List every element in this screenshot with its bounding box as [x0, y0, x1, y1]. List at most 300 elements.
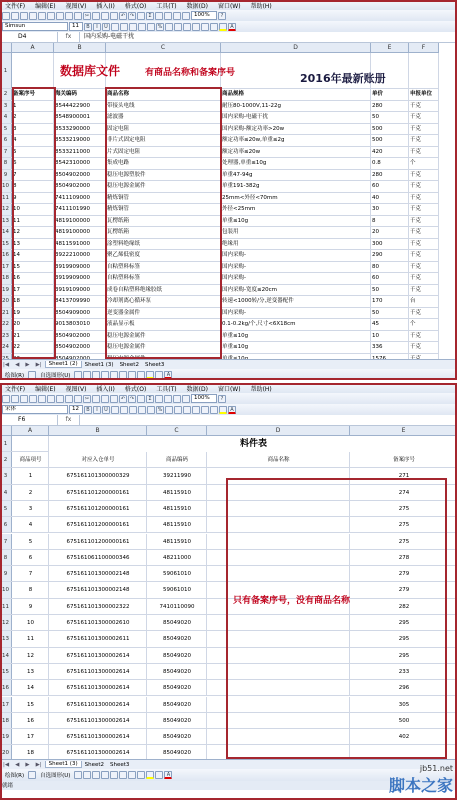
cell[interactable]: 85049020 [147, 697, 207, 712]
cell[interactable]: 千克 [409, 262, 439, 273]
cell[interactable]: 国内采购-宽度≤20cm [221, 285, 371, 296]
clipart-icon[interactable] [128, 771, 136, 779]
cell[interactable] [207, 534, 350, 549]
row-header[interactable]: 22 [0, 319, 12, 330]
cell[interactable]: 千克 [409, 273, 439, 284]
fill-color-icon[interactable] [219, 406, 227, 414]
permission-icon[interactable] [29, 12, 37, 20]
cell[interactable]: 千克 [409, 331, 439, 342]
cell[interactable]: 备案序号 [12, 89, 54, 100]
cell[interactable]: 6 [12, 550, 49, 565]
cell[interactable]: 对应入仓单号 [49, 452, 147, 467]
textbox-icon[interactable] [110, 771, 118, 779]
name-box[interactable]: F6 [0, 415, 58, 425]
column-header[interactable]: D [207, 426, 350, 435]
new-icon[interactable] [2, 395, 10, 403]
cell[interactable]: 集成电路 [106, 158, 221, 169]
cell[interactable]: 商品项号 [12, 452, 49, 467]
fill-color-icon[interactable] [146, 371, 154, 379]
cell[interactable]: 675161101300002614 [49, 745, 147, 760]
cell[interactable]: 500 [371, 124, 409, 135]
cell[interactable] [409, 53, 439, 88]
cell[interactable]: 1 [12, 468, 49, 483]
cell[interactable]: 17 [12, 285, 54, 296]
cell[interactable]: 50 [371, 112, 409, 123]
format-painter-icon[interactable] [110, 12, 118, 20]
oval-icon[interactable] [101, 371, 109, 379]
cell[interactable]: 50 [371, 308, 409, 319]
menu-item[interactable]: 视图(V) [65, 2, 87, 10]
cell[interactable]: 国内采购- [221, 250, 371, 261]
cell[interactable]: 20 [12, 319, 54, 330]
cell[interactable]: 逆变器金属件 [106, 308, 221, 319]
spelling-icon[interactable] [65, 395, 73, 403]
cell[interactable] [207, 501, 350, 516]
cell[interactable]: 675161101200000161 [49, 517, 147, 532]
row-header[interactable]: 7 [0, 534, 12, 549]
cell[interactable]: 4 [12, 517, 49, 532]
email-icon[interactable] [38, 12, 46, 20]
row-header[interactable]: 6 [0, 135, 12, 146]
cell[interactable]: 675161101300002614 [49, 680, 147, 695]
tab-scroll-icon[interactable]: ▶ [25, 361, 30, 368]
row-header[interactable]: 21 [0, 308, 12, 319]
cell[interactable]: 千克 [409, 285, 439, 296]
hyperlink-icon[interactable] [137, 395, 145, 403]
cell[interactable] [207, 566, 350, 581]
cell[interactable]: 12 [12, 227, 54, 238]
row-header[interactable]: 14 [0, 227, 12, 238]
select-all-corner[interactable] [0, 43, 12, 52]
select-objects-icon[interactable] [28, 771, 36, 779]
print-preview-icon[interactable] [56, 12, 64, 20]
cell[interactable]: 国内采购- [221, 262, 371, 273]
cell[interactable]: 8504902000 [54, 170, 106, 181]
cell[interactable]: 3919909000 [54, 273, 106, 284]
row-header[interactable]: 3 [0, 101, 12, 112]
cell[interactable]: 675161101300002148 [49, 582, 147, 597]
chart-wizard-icon[interactable] [173, 12, 181, 20]
cell[interactable]: 85049020 [147, 729, 207, 744]
cell[interactable]: 278 [350, 550, 457, 565]
cell[interactable]: 9 [12, 193, 54, 204]
menu-item[interactable]: 插入(I) [96, 385, 115, 393]
row-header[interactable]: 23 [0, 331, 12, 342]
cell[interactable]: 675161101300002148 [49, 566, 147, 581]
cell[interactable]: 国内采购-电磁干扰 [221, 112, 371, 123]
cell[interactable] [207, 550, 350, 565]
cell[interactable]: 3922210000 [54, 250, 106, 261]
column-header[interactable]: A [12, 43, 54, 52]
cell[interactable] [207, 713, 350, 728]
cell[interactable]: 15 [12, 697, 49, 712]
cell[interactable] [207, 468, 350, 483]
cell[interactable]: 300 [371, 239, 409, 250]
cell[interactable]: 675161101200000161 [49, 485, 147, 500]
new-icon[interactable] [2, 12, 10, 20]
decrease-decimal-icon[interactable] [183, 406, 191, 414]
menu-item[interactable]: 数据(D) [186, 385, 208, 393]
cell[interactable]: 台 [409, 296, 439, 307]
row-header[interactable]: 1 [0, 436, 12, 451]
comma-style-icon[interactable] [165, 406, 173, 414]
cell[interactable] [207, 631, 350, 646]
column-header[interactable]: C [147, 426, 207, 435]
cut-icon[interactable]: ✂ [84, 395, 90, 402]
cell[interactable]: 7411109000 [54, 193, 106, 204]
cell[interactable]: 85049020 [147, 680, 207, 695]
menu-item[interactable]: 数据(D) [186, 2, 208, 10]
cell[interactable] [207, 729, 350, 744]
borders-icon[interactable] [210, 406, 218, 414]
wordart-icon[interactable] [119, 371, 127, 379]
cell[interactable]: 千克 [409, 308, 439, 319]
cell[interactable]: 85049020 [147, 615, 207, 630]
cell[interactable] [207, 664, 350, 679]
hyperlink-icon[interactable] [137, 12, 145, 20]
menu-item[interactable]: 插入(I) [96, 2, 115, 10]
format-painter-icon[interactable] [110, 395, 118, 403]
draw-menu[interactable]: 绘图(R) [5, 773, 25, 779]
cell[interactable]: 精炼铜管 [106, 193, 221, 204]
cell[interactable]: 2 [12, 112, 54, 123]
cell[interactable]: 千克 [409, 250, 439, 261]
cell[interactable]: 275 [350, 534, 457, 549]
column-header[interactable]: B [54, 43, 106, 52]
cell[interactable]: 绝缘用 [221, 239, 371, 250]
row-header[interactable]: 14 [0, 648, 12, 663]
line-color-icon[interactable] [155, 371, 163, 379]
name-box[interactable]: D4 [0, 32, 58, 42]
cell[interactable]: 19 [12, 308, 54, 319]
sort-ascending-icon[interactable] [155, 12, 163, 20]
line-icon[interactable] [74, 771, 82, 779]
cell[interactable]: 85049020 [147, 664, 207, 679]
cell[interactable]: 233 [350, 664, 457, 679]
cell[interactable]: 48115910 [147, 517, 207, 532]
cell[interactable]: 500 [371, 135, 409, 146]
cell[interactable]: 675161101300002611 [49, 631, 147, 646]
row-header[interactable]: 1 [0, 53, 12, 88]
font-color-icon[interactable]: A [164, 771, 172, 779]
cell[interactable]: 22 [12, 342, 54, 353]
cell[interactable]: 3919109000 [54, 285, 106, 296]
print-icon[interactable] [47, 12, 55, 20]
cell[interactable]: 6 [12, 158, 54, 169]
autoshapes-menu[interactable]: 自选图形(U) [40, 372, 71, 379]
bold-icon[interactable]: B [84, 406, 92, 414]
cell[interactable]: 11 [12, 631, 49, 646]
arrow-icon[interactable] [83, 771, 91, 779]
cell[interactable]: 14 [12, 250, 54, 261]
cell[interactable]: 85049020 [147, 745, 207, 760]
cell[interactable]: 10 [12, 204, 54, 215]
row-header[interactable]: 8 [0, 158, 12, 169]
font-color-icon[interactable]: A [228, 406, 236, 414]
sheet-tab[interactable]: Sheet3 [144, 361, 165, 368]
cell[interactable]: 13 [12, 664, 49, 679]
sort-ascending-icon[interactable] [155, 395, 163, 403]
cell[interactable]: 千克 [409, 227, 439, 238]
autosum-icon[interactable]: Σ [146, 12, 154, 20]
cell[interactable]: 备案序号 [350, 452, 457, 467]
cell[interactable]: 7410110090 [147, 599, 207, 614]
row-header[interactable]: 9 [0, 566, 12, 581]
cell[interactable]: 冷却剂离心循环泵 [106, 296, 221, 307]
cell[interactable]: 45 [371, 319, 409, 330]
cell[interactable]: 8504902000 [54, 331, 106, 342]
worksheet-grid[interactable] [0, 43, 457, 359]
menu-item[interactable]: 帮助(H) [250, 385, 272, 393]
cell[interactable]: 8533211000 [54, 147, 106, 158]
cell[interactable]: 85049020 [147, 713, 207, 728]
sheet-tab[interactable]: Sheet2 [119, 361, 139, 368]
cell[interactable]: 单重≤10g [221, 342, 371, 353]
cell[interactable]: 3 [12, 124, 54, 135]
copy-icon[interactable] [92, 395, 100, 403]
cell[interactable]: 商品名称 [207, 452, 350, 467]
cell[interactable]: 675161101200000161 [49, 534, 147, 549]
sort-descending-icon[interactable] [164, 395, 172, 403]
tab-scroll-icon[interactable]: ▶| [35, 761, 42, 768]
tab-scroll-icon[interactable]: |◀ [3, 761, 10, 768]
increase-decimal-icon[interactable] [174, 23, 182, 31]
decrease-indent-icon[interactable] [192, 23, 200, 31]
cell[interactable]: 单重47-94g [221, 170, 371, 181]
cell[interactable] [207, 697, 350, 712]
cell[interactable]: 3 [12, 501, 49, 516]
row-header[interactable]: 16 [0, 250, 12, 261]
cell[interactable] [207, 648, 350, 663]
fx-icon[interactable]: fx [58, 415, 80, 425]
cell[interactable]: 7411101990 [54, 204, 106, 215]
cell[interactable]: 15 [12, 262, 54, 273]
row-header[interactable]: 2 [0, 89, 12, 100]
menu-item[interactable]: 编辑(E) [35, 385, 56, 393]
cell[interactable]: 滤波器 [106, 112, 221, 123]
cell[interactable]: 8542310000 [54, 158, 106, 169]
sort-descending-icon[interactable] [164, 12, 172, 20]
cell[interactable]: 59061010 [147, 566, 207, 581]
draw-menu[interactable]: 绘图(R) [5, 372, 25, 379]
cell[interactable]: 39211990 [147, 468, 207, 483]
row-header[interactable]: 12 [0, 615, 12, 630]
cell[interactable]: 成卷自粘塑料绝缘胶纸 [106, 285, 221, 296]
menu-item[interactable]: 窗口(W) [217, 2, 241, 10]
column-header[interactable]: B [49, 426, 147, 435]
decrease-decimal-icon[interactable] [183, 23, 191, 31]
cell[interactable]: 85049020 [147, 648, 207, 663]
cell[interactable]: 500 [350, 713, 457, 728]
cell[interactable]: 非片式固定电阻 [106, 135, 221, 146]
sheet-tab[interactable]: Sheet1 (3) [45, 761, 82, 768]
cell[interactable]: 个 [409, 158, 439, 169]
cell[interactable]: 4819100000 [54, 227, 106, 238]
cell[interactable]: 675161101300002610 [49, 615, 147, 630]
cell[interactable]: 固定电阻 [106, 124, 221, 135]
menu-item[interactable]: 文件(F) [5, 2, 26, 10]
cell[interactable] [207, 517, 350, 532]
cell[interactable]: 稳压电源金属件 [106, 342, 221, 353]
align-center-icon[interactable] [120, 23, 128, 31]
cell[interactable]: 0.8 [371, 158, 409, 169]
drawing-icon[interactable] [182, 12, 190, 20]
cell[interactable]: 7 [12, 170, 54, 181]
row-header[interactable]: 20 [0, 745, 12, 760]
cell[interactable]: 275 [350, 517, 457, 532]
row-header[interactable]: 18 [0, 273, 12, 284]
cell[interactable]: 千克 [409, 204, 439, 215]
comma-style-icon[interactable] [165, 23, 173, 31]
rectangle-icon[interactable] [92, 771, 100, 779]
zoom-select[interactable]: 100% [191, 394, 217, 403]
percent-icon[interactable]: % [157, 406, 163, 413]
font-color-icon[interactable]: A [164, 371, 172, 379]
cell[interactable]: 13 [12, 239, 54, 250]
cell[interactable]: 处理器,单重≤10g [221, 158, 371, 169]
row-header[interactable]: 17 [0, 697, 12, 712]
column-header[interactable]: C [106, 43, 221, 52]
row-header[interactable]: 2 [0, 452, 12, 467]
formula-input[interactable]: 国内采购-电磁干扰 [84, 33, 135, 40]
cell[interactable]: 85049020 [147, 631, 207, 646]
column-header[interactable]: E [350, 426, 457, 435]
menu-item[interactable]: 格式(O) [124, 2, 147, 10]
currency-icon[interactable] [147, 406, 155, 414]
cell[interactable]: 包装用 [221, 227, 371, 238]
increase-indent-icon[interactable] [201, 406, 209, 414]
italic-icon[interactable]: I [93, 23, 101, 31]
cell[interactable]: 280 [371, 170, 409, 181]
align-right-icon[interactable] [129, 406, 137, 414]
cell[interactable]: 千克 [409, 135, 439, 146]
cell[interactable]: 21 [12, 331, 54, 342]
row-header[interactable]: 11 [0, 599, 12, 614]
cell[interactable]: 295 [350, 631, 457, 646]
cell[interactable]: 675161101200000161 [49, 501, 147, 516]
cell[interactable]: 9 [12, 599, 49, 614]
cell[interactable]: 稳压电源金属件 [106, 331, 221, 342]
row-header[interactable]: 19 [0, 729, 12, 744]
cell[interactable]: 耐压80-1000V,11-22g [221, 101, 371, 112]
wordart-icon[interactable] [119, 771, 127, 779]
worksheet-grid[interactable] [0, 426, 457, 759]
row-header[interactable]: 12 [0, 204, 12, 215]
menu-item[interactable]: 帮助(H) [250, 2, 272, 10]
cell[interactable]: 10 [12, 615, 49, 630]
cell[interactable]: 275 [350, 501, 457, 516]
cell[interactable]: 16 [12, 713, 49, 728]
cell[interactable]: 402 [350, 729, 457, 744]
row-header[interactable]: 5 [0, 501, 12, 516]
cell[interactable]: 千克 [409, 342, 439, 353]
cut-icon[interactable]: ✂ [84, 12, 90, 19]
autosum-icon[interactable]: Σ [146, 395, 154, 403]
line-icon[interactable] [74, 371, 82, 379]
cell[interactable]: 296 [350, 680, 457, 695]
clipart-icon[interactable] [128, 371, 136, 379]
spelling-icon[interactable] [65, 12, 73, 20]
cell[interactable]: 60 [371, 273, 409, 284]
cell[interactable]: 聚乙烯低密度 [106, 250, 221, 261]
font-name-select[interactable]: Simsun [2, 22, 68, 31]
cell[interactable]: 295 [350, 615, 457, 630]
underline-icon[interactable]: U [102, 406, 110, 414]
column-header[interactable]: E [371, 43, 409, 52]
cell[interactable] [207, 615, 350, 630]
cell[interactable]: 片式固定电阻 [106, 147, 221, 158]
row-header[interactable]: 24 [0, 342, 12, 353]
cell[interactable]: 8 [12, 582, 49, 597]
merge-center-icon[interactable] [138, 23, 146, 31]
fx-icon[interactable]: fx [58, 32, 80, 42]
cell[interactable]: 60 [371, 181, 409, 192]
tab-scroll-icon[interactable]: ▶ [25, 761, 30, 768]
cell[interactable] [207, 680, 350, 695]
undo-icon[interactable]: ↶ [120, 395, 126, 402]
cell[interactable]: 单价 [371, 89, 409, 100]
help-icon[interactable]: ? [218, 395, 226, 403]
cell[interactable]: 271 [350, 468, 457, 483]
cell[interactable]: 280 [371, 101, 409, 112]
row-header[interactable]: 6 [0, 517, 12, 532]
open-icon[interactable] [11, 12, 19, 20]
picture-icon[interactable] [137, 371, 145, 379]
cell[interactable]: 千克 [409, 216, 439, 227]
cell[interactable]: 5 [12, 147, 54, 158]
cell[interactable]: 千克 [409, 112, 439, 123]
autoshapes-menu[interactable]: 自选图形(U) [40, 773, 71, 779]
menu-item[interactable]: 文件(F) [5, 385, 26, 393]
cell[interactable]: 48115910 [147, 501, 207, 516]
cell[interactable]: 商品编码 [147, 452, 207, 467]
redo-icon[interactable]: ↷ [129, 395, 135, 402]
cell[interactable]: 千克 [409, 101, 439, 112]
paste-icon[interactable] [101, 12, 109, 20]
align-right-icon[interactable] [129, 23, 137, 31]
print-preview-icon[interactable] [56, 395, 64, 403]
cell[interactable]: 274 [350, 485, 457, 500]
cell[interactable]: 336 [371, 342, 409, 353]
row-header[interactable]: 10 [0, 181, 12, 192]
cell[interactable]: 279 [350, 566, 457, 581]
cell[interactable]: 额定功率≤20w,单重≤2g [221, 135, 371, 146]
fill-color-icon[interactable] [219, 23, 227, 31]
cell[interactable]: 转速<1000转/分,逆变器配件 [221, 296, 371, 307]
cell[interactable]: 8504909000 [54, 308, 106, 319]
drawing-icon[interactable] [182, 395, 190, 403]
print-icon[interactable] [47, 395, 55, 403]
cell[interactable]: 自粘塑料标签 [106, 273, 221, 284]
align-left-icon[interactable] [111, 406, 119, 414]
cell[interactable]: 7 [12, 566, 49, 581]
cell[interactable] [12, 436, 49, 451]
cell[interactable]: 40 [371, 193, 409, 204]
cell[interactable]: 申报单位 [409, 89, 439, 100]
cell[interactable]: 涂塑料绝缘纸 [106, 239, 221, 250]
menu-item[interactable]: 工具(T) [156, 385, 177, 393]
row-header[interactable]: 18 [0, 713, 12, 728]
cell[interactable] [207, 485, 350, 500]
align-left-icon[interactable] [111, 23, 119, 31]
font-color-icon[interactable]: A [228, 23, 236, 31]
column-header[interactable]: D [221, 43, 371, 52]
cell[interactable]: 国内采购- [221, 273, 371, 284]
cell[interactable]: 稳压电源塑胶件 [106, 170, 221, 181]
cell[interactable]: 瓦楞纸箱 [106, 227, 221, 238]
email-icon[interactable] [38, 395, 46, 403]
row-header[interactable]: 3 [0, 468, 12, 483]
